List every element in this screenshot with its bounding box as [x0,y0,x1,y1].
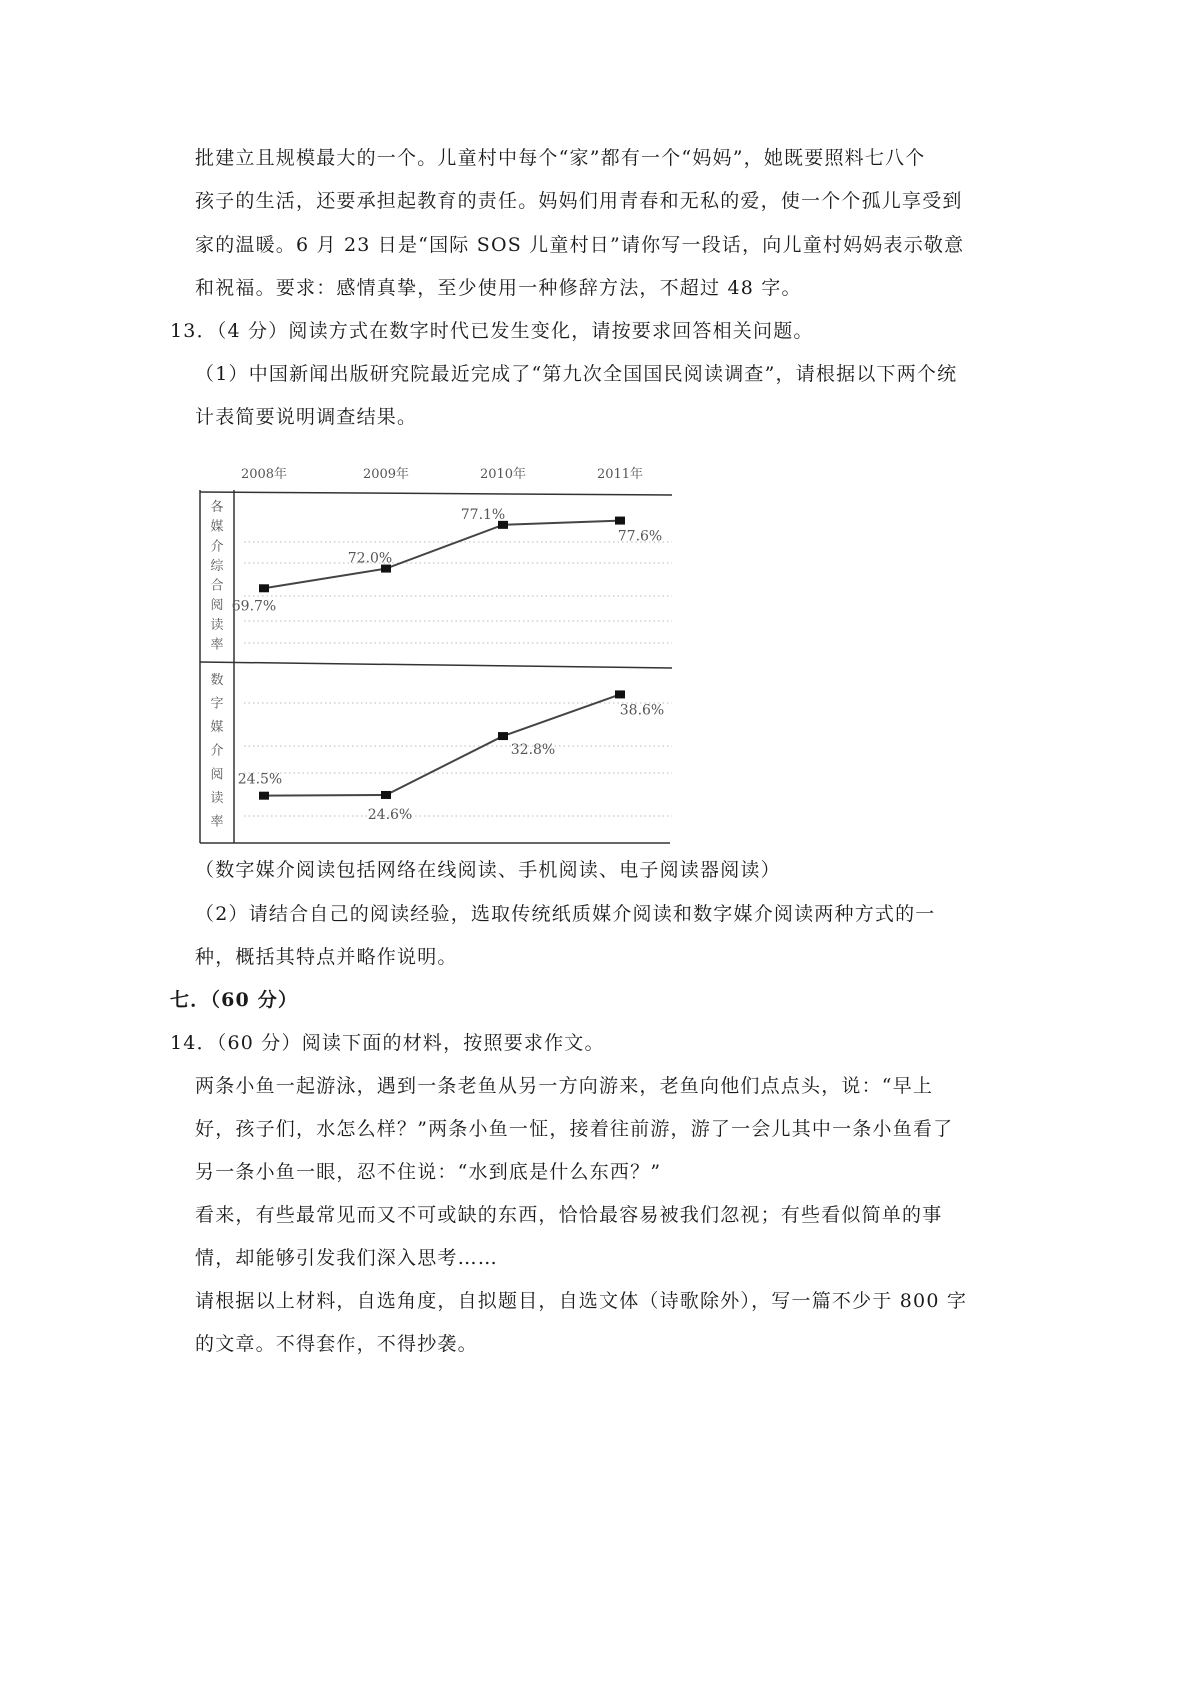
data-point-marker [259,584,269,592]
question-13-part-1a: （1）中国新闻出版研究院最近完成了“第九次全国国民阅读调查”，请根据以下两个统 [195,363,958,385]
material-line-2: 好，孩子们，水怎么样？”两条小鱼一怔，接着往前游，游了一会儿其中一条小鱼看了 [195,1118,954,1140]
data-label: 77.6% [617,528,663,545]
data-point-marker [259,792,269,800]
panel-label-char: 各 [210,500,224,515]
question-13-part-1b: 计表简要说明调查结果。 [195,406,418,428]
series-line [264,521,620,589]
year-label: 2011年 [596,467,644,482]
data-point-marker [498,732,508,740]
text-line-4: 和祝福。要求：感情真挚，至少使用一种修辞方法，不超过 48 字。 [195,277,802,299]
series-line [264,694,620,795]
panel-label-char: 读 [210,617,224,633]
year-label: 2009年 [362,467,410,482]
section-7-heading: 七．（60 分） [170,989,299,1011]
panel-label-char: 数 [210,673,224,688]
year-label: 2010年 [479,467,527,482]
panel-label-char: 读 [210,790,224,806]
material-line-5: 情，却能够引发我们深入思考…… [195,1247,499,1269]
panel-label-char: 综 [210,558,224,574]
data-point-marker [615,517,625,525]
data-label: 38.6% [619,702,665,719]
panel-label-char: 率 [210,814,224,830]
chart-top-border [200,492,672,495]
panel-label-char: 媒 [210,519,224,535]
data-label: 24.6% [367,806,413,823]
data-label: 72.0% [347,550,393,567]
material-line-6: 请根据以上材料，自选角度，自拟题目，自选文体（诗歌除外），写一篇不少于 800 字 [195,1290,968,1312]
text-line-2: 孩子的生活，还要承担起教育的责任。妈妈们用青春和无私的爱，使一个个孤儿享受到 [195,190,963,212]
data-label: 24.5% [237,771,283,788]
chart-panel-divider [200,662,672,668]
question-13: 13．（4 分）阅读方式在数字时代已发生变化，请按要求回答相关问题。 [170,320,814,342]
data-point-marker [615,690,625,698]
question-13-part-2b: 种，概括其特点并略作说明。 [195,946,458,968]
year-label: 2008年 [240,467,288,482]
data-point-marker [381,791,391,799]
data-label: 32.8% [510,742,556,759]
panel-label-char: 阅 [210,598,224,614]
question-13-part-2a: （2）请结合自己的阅读经验，选取传统纸质媒介阅读和数字媒介阅读两种方式的一 [195,903,936,925]
question-14: 14．（60 分）阅读下面的材料，按照要求作文。 [170,1032,605,1054]
reading-rate-chart [200,467,680,848]
panel-label-char: 合 [210,578,224,594]
material-line-1: 两条小鱼一起游泳，遇到一条老鱼从另一方向游来，老鱼向他们点点头，说：“早上 [195,1075,934,1097]
material-line-7: 的文章。不得套作，不得抄袭。 [195,1333,478,1355]
chart-note: （数字媒介阅读包括网络在线阅读、手机阅读、电子阅读器阅读） [195,859,781,881]
material-line-4: 看来，有些最常见而又不可或缺的东西，恰恰最容易被我们忽视；有些看似简单的事 [195,1204,943,1226]
panel-label-char: 率 [210,637,224,653]
panel-label-char: 介 [210,539,224,555]
panel-label-char: 介 [210,743,224,759]
data-label: 69.7% [231,598,277,615]
material-line-3: 另一条小鱼一眼，忍不住说：“水到底是什么东西？” [195,1161,662,1183]
data-label: 77.1% [460,506,506,523]
panel-label-char: 阅 [210,767,224,783]
panel-label-char: 媒 [210,720,224,736]
panel-label-char: 字 [210,696,224,712]
text-line-3: 家的温暖。6 月 23 日是“国际 SOS 儿童村日”请你写一段话，向儿童村妈妈表示敬意 [195,234,965,256]
text-line-1: 批建立且规模最大的一个。儿童村中每个“家”都有一个“妈妈”，她既要照料七八个 [195,147,926,169]
